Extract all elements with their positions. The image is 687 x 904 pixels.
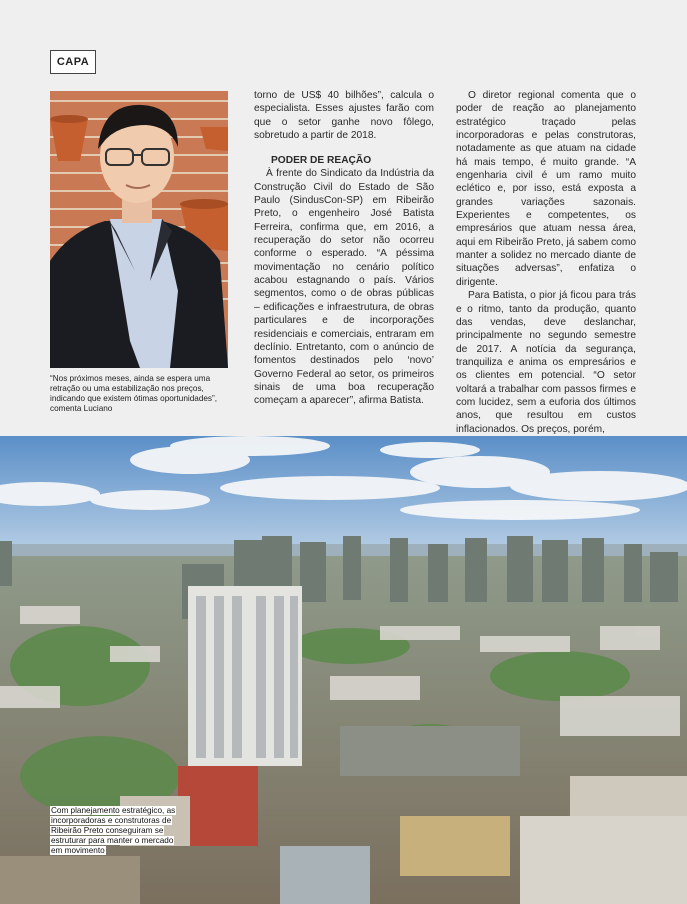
city-caption-text: Com planejamento estratégico, as incorporadoras e construtoras de Ribeirão Preto conseguiram se estruturar para manter o mercado em movimento — [51, 806, 176, 855]
article-paragraph: torno de US$ 40 bilhões”, calcula o especialista. Esses ajustes farão com que o setor ganhe novo fôlego, sobretudo a partir de 2018. — [254, 90, 434, 142]
article-paragraph: Para Batista, o pior já ficou para trás e o ritmo, tanto da produção, quanto das vendas, deve deslanchar, principalmente no segundo semestre de 2017. A notícia da segurança, tranquiliza e anima os empresários e os clientes em potencial. “O setor voltará a trabalhar com passos firmes e com lucidez, sem a euforia dos últimos anos, que resultou em custos inflacionados. Os preços, porém, — [456, 290, 636, 435]
article-column-1 — [254, 89, 434, 408]
article-column-2 — [456, 89, 636, 436]
section-label: CAPA — [50, 50, 96, 74]
portrait-photo — [50, 91, 228, 368]
city-photo-caption — [50, 806, 180, 856]
section-heading: PODER DE REAÇÃO — [271, 155, 372, 167]
article-paragraph: O diretor regional comenta que o poder de reação ao planejamento estratégico traçado pelas incorporadoras e pelas construtoras, notadamente as que atuam na cidade há mais tempo, é muito grande. “A engenharia civil é um ramo muito eclético e, por isso, está exposta a grandes variações sazonais. Experientes e competentes, os empresários que atuam nessa área, aqui em Ribeirão Preto, já sabem como manter a solidez no mercado diante de situações adversas”, enfatiza o dirigente. — [456, 90, 636, 288]
portrait-caption: “Nos próximos meses, ainda se espera uma retração ou uma estabilização nos preços, indicando que existem ótimas oportunidades”, comenta Luciano — [50, 374, 218, 413]
article-paragraph: À frente do Sindicato da Indústria da Construção Civil do Estado de São Paulo (SindusCon-SP) em Ribeirão Preto, o engenheiro José Batista Ferreira, confirma que, em 2016, a recuperação do setor não ocorreu conforme o esperado. “A péssima movimentação no cenário político acabou estagnando o país. Vários segmentos, como o de obras públicas – edificações e infraestrutura, de obras particulares e de incorporações residenciais e comerciais, entraram em declínio. Entretanto, com o anúncio de fomentos destinados pelo ‘novo’ Governo Federal ao setor, os primeiros sinais de uma boa recuperação começam a aparecer”, afirma Batista. — [254, 168, 434, 407]
